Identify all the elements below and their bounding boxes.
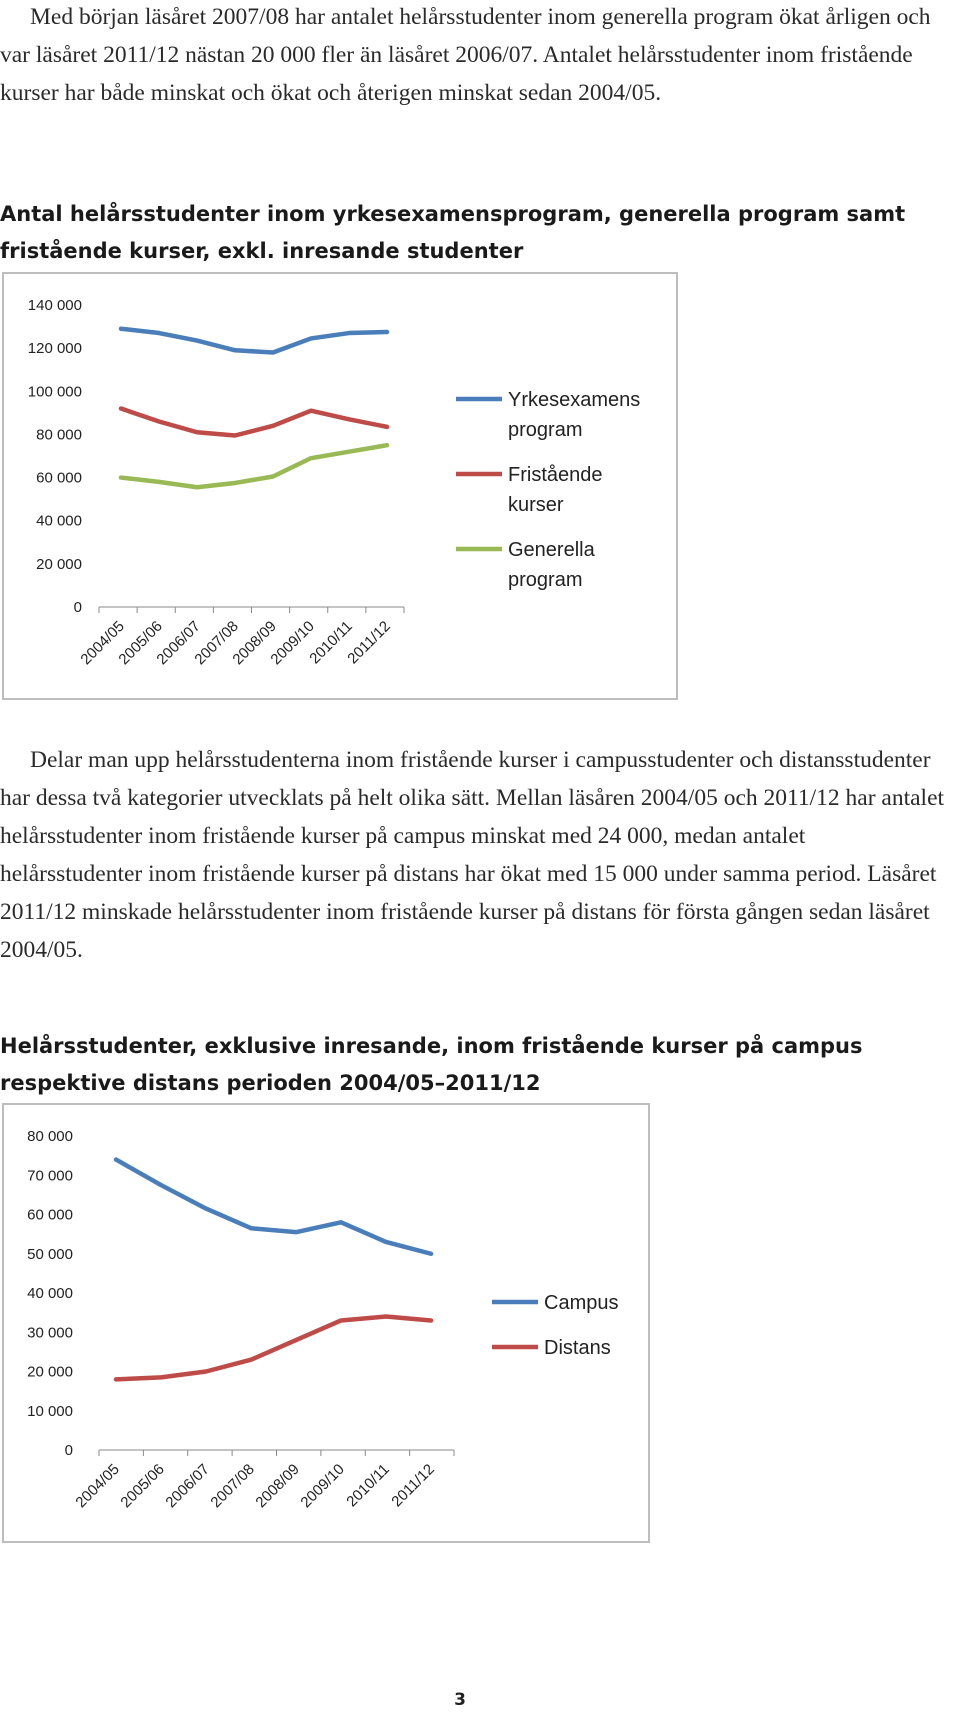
- legend-label: program: [508, 569, 583, 591]
- chart1-plot: [4, 274, 680, 702]
- x-tick-label: 2009/10: [297, 1460, 348, 1512]
- legend-label: Distans: [544, 1337, 611, 1359]
- legend-label: Generella: [508, 539, 595, 561]
- series-line-campus: [116, 1160, 431, 1254]
- y-tick-label: 70 000: [27, 1167, 73, 1185]
- y-tick-label: 120 000: [27, 340, 82, 358]
- chart2-heading: Helårsstudenter, exklusive inresande, inom fristående kurser på campus respektive distans perioden 2004/05–2011/12: [0, 1034, 863, 1095]
- x-tick-label: 2011/12: [388, 1460, 438, 1511]
- y-tick-label: 100 000: [27, 383, 82, 401]
- x-tick-label: 2010/11: [306, 617, 356, 668]
- y-tick-label: 0: [73, 599, 82, 616]
- x-tick-label: 2008/09: [229, 617, 280, 669]
- y-tick-label: 60 000: [36, 469, 82, 487]
- x-tick-label: 2004/05: [77, 617, 128, 669]
- x-tick-label: 2008/09: [252, 1460, 303, 1512]
- x-tick-label: 2011/12: [344, 617, 394, 668]
- y-tick-label: 30 000: [27, 1324, 73, 1342]
- second-paragraph: Delar man upp helårsstudenterna inom fristående kurser i campusstudenter och distansstudenter har dessa två kategorier utvecklats på helt olika sätt. Mellan läsåren 2004/05 och 2011/12 har antalet helårsstudenter inom fristående kurser på campus minskat med 24 000, medan antalet helårsstudenter inom fristående kurser på distans har ökat med 15 000 under samma period. Läsåret 2011/12 minskade helårsstudenter inom fristående kurser på distans för första gången sedan läsåret 2004/05.: [0, 747, 945, 963]
- y-tick-label: 0: [64, 1442, 73, 1459]
- legend-label: program: [508, 419, 583, 441]
- y-tick-label: 10 000: [27, 1402, 73, 1420]
- x-tick-label: 2005/06: [117, 1460, 168, 1512]
- y-tick-label: 140 000: [27, 297, 82, 314]
- y-tick-label: 80 000: [36, 426, 82, 444]
- x-tick-label: 2010/11: [343, 1460, 393, 1511]
- legend-label: Fristående: [508, 464, 603, 486]
- legend-label: Campus: [544, 1292, 619, 1314]
- x-tick-label: 2005/06: [115, 617, 166, 669]
- x-tick-label: 2007/08: [191, 617, 242, 669]
- y-tick-label: 20 000: [36, 555, 82, 573]
- x-tick-label: 2007/08: [207, 1460, 258, 1512]
- y-tick-label: 60 000: [27, 1206, 73, 1224]
- legend-label: Yrkesexamens: [508, 389, 641, 411]
- chart1-container: [2, 272, 678, 700]
- y-tick-label: 50 000: [27, 1245, 73, 1263]
- y-tick-label: 80 000: [27, 1128, 73, 1145]
- y-tick-label: 40 000: [27, 1285, 73, 1302]
- x-tick-label: 2009/10: [267, 617, 318, 669]
- series-line-yrkesexamens-program: [121, 329, 387, 353]
- x-tick-label: 2004/05: [72, 1460, 123, 1512]
- page-number: 3: [454, 1690, 466, 1710]
- legend-label: kurser: [508, 494, 564, 516]
- intro-paragraph: Med början läsåret 2007/08 har antalet helårsstudenter inom generella program ökat årligen och var läsåret 2011/12 nästan 20 000 fler än läsåret 2006/07. Antalet helårsstudenter inom fristående kurser har både minskat och ökat och återigen minskat sedan 2004/05.: [0, 4, 931, 106]
- chart1-heading: Antal helårsstudenter inom yrkesexamensprogram, generella program samt fristående kurser, exkl. inresande studenter: [0, 202, 906, 263]
- y-tick-label: 20 000: [27, 1363, 73, 1381]
- series-line-generella-program: [121, 445, 387, 487]
- series-line-fristående-kurser: [121, 409, 387, 436]
- chart2-container: [2, 1103, 650, 1543]
- series-line-distans: [116, 1317, 431, 1380]
- x-tick-label: 2006/07: [153, 617, 204, 669]
- x-tick-label: 2006/07: [162, 1460, 213, 1512]
- y-tick-label: 40 000: [36, 512, 82, 530]
- chart2-plot: [4, 1105, 652, 1545]
